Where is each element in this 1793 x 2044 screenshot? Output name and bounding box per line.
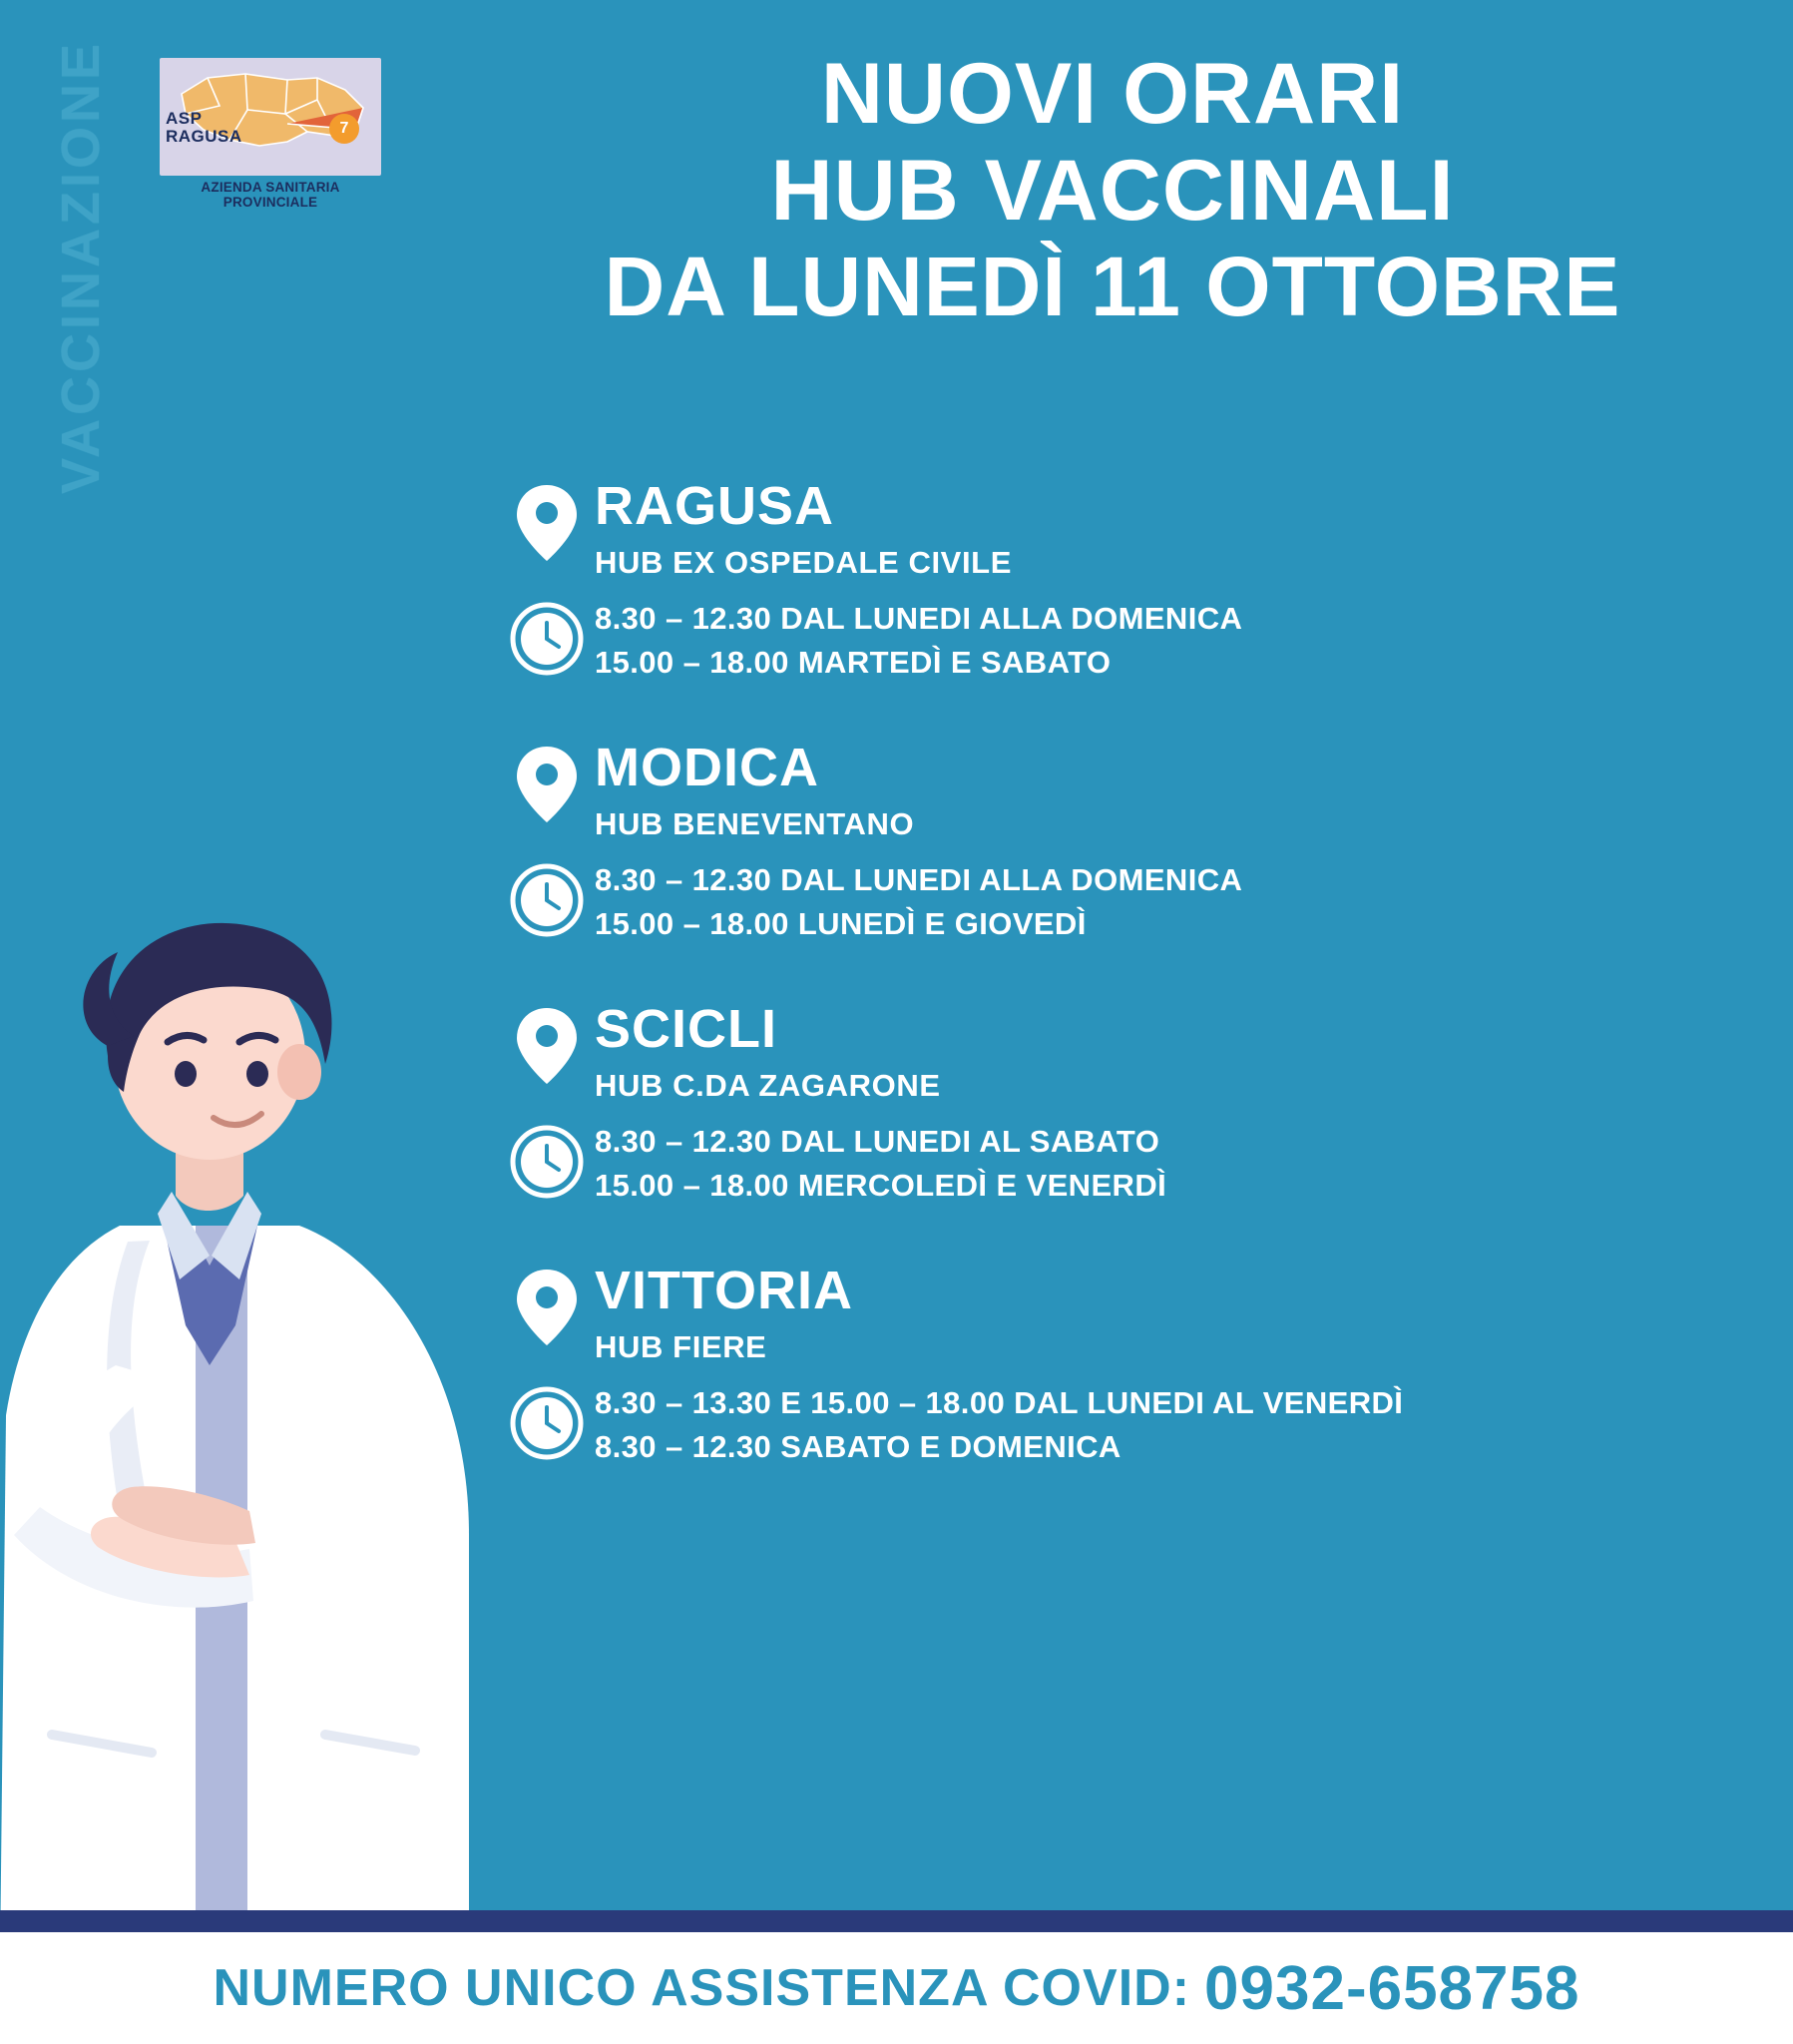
hub-time-line: 8.30 – 12.30 DAL LUNEDI AL SABATO [595, 1124, 1160, 1160]
hub-header [499, 476, 1776, 581]
hub-time-line: 15.00 – 18.00 LUNEDÌ E GIOVEDÌ [595, 906, 1087, 942]
hub-time-lines [595, 858, 1242, 946]
side-label-text: VACCINAZIONE [51, 40, 111, 495]
map-pin-icon [499, 479, 595, 563]
logo-badge: 7 [329, 114, 359, 144]
hub-time-line: 8.30 – 12.30 SABATO E DOMENICA [595, 1429, 1121, 1465]
hub-texts [595, 738, 915, 842]
logo-subtitle: AZIENDA SANITARIA PROVINCIALE [201, 180, 340, 210]
hub-list [499, 476, 1776, 1525]
hub-item [499, 999, 1776, 1208]
divider-strip [0, 1910, 1793, 1932]
hub-times [499, 1381, 1776, 1469]
asp-ragusa-logo [160, 58, 381, 218]
clock-icon [499, 858, 595, 938]
hub-place: HUB C.DA ZAGARONE [595, 1068, 941, 1104]
hub-header [499, 1261, 1776, 1365]
footer [0, 1932, 1793, 2044]
hub-city: MODICA [595, 738, 819, 798]
clock-icon [499, 597, 595, 677]
hub-time-line: 8.30 – 12.30 DAL LUNEDI ALLA DOMENICA [595, 862, 1243, 898]
hub-times [499, 1120, 1776, 1208]
map-pin-icon [499, 1264, 595, 1347]
hub-city: SCICLI [595, 999, 778, 1060]
clock-icon [499, 1381, 595, 1461]
hub-time-line: 15.00 – 18.00 MERCOLEDÌ E VENERDÌ [595, 1168, 1167, 1204]
hub-time-line: 8.30 – 13.30 E 15.00 – 18.00 DAL LUNEDI AL VENERDÌ [595, 1385, 1404, 1421]
map-pin-icon [499, 1002, 595, 1086]
hub-time-line: 15.00 – 18.00 MARTEDÌ E SABATO [595, 645, 1112, 681]
clock-icon [499, 1120, 595, 1200]
logo-name-line1: ASP [166, 109, 203, 128]
title-line-2: HUB VACCINALI [770, 143, 1455, 240]
hub-city: VITTORIA [595, 1261, 854, 1321]
hub-place: HUB BENEVENTANO [595, 806, 915, 842]
map-pin-icon [499, 741, 595, 824]
logo-name-line2: RAGUSA [166, 126, 242, 146]
logo-name [166, 110, 242, 146]
hub-place: HUB FIERE [595, 1329, 767, 1365]
hub-header [499, 738, 1776, 842]
hub-time-lines [595, 1120, 1166, 1208]
hub-time-lines [595, 1381, 1403, 1469]
hub-times [499, 858, 1776, 946]
hub-item [499, 476, 1776, 685]
title-line-1: NUOVI ORARI [820, 46, 1405, 142]
footer-label: NUMERO UNICO ASSISTENZA COVID: [213, 1959, 1191, 2017]
title-line-3: DA LUNEDÌ 11 OTTOBRE [604, 240, 1621, 334]
hub-place: HUB EX OSPEDALE CIVILE [595, 545, 1012, 580]
hub-time-lines [595, 597, 1242, 685]
footer-phone-number[interactable]: 0932-658758 [1204, 1953, 1580, 2023]
hub-texts [595, 1261, 854, 1365]
doctor-illustration [0, 896, 519, 1964]
hub-times [499, 597, 1776, 685]
hub-city: RAGUSA [595, 476, 835, 536]
hub-header [499, 999, 1776, 1104]
page-title [469, 46, 1756, 334]
hub-item [499, 738, 1776, 946]
hub-time-line: 8.30 – 12.30 DAL LUNEDI ALLA DOMENICA [595, 601, 1243, 636]
hub-texts [595, 476, 1012, 581]
hub-texts [595, 999, 941, 1104]
hub-item [499, 1261, 1776, 1469]
side-label [36, 40, 126, 679]
